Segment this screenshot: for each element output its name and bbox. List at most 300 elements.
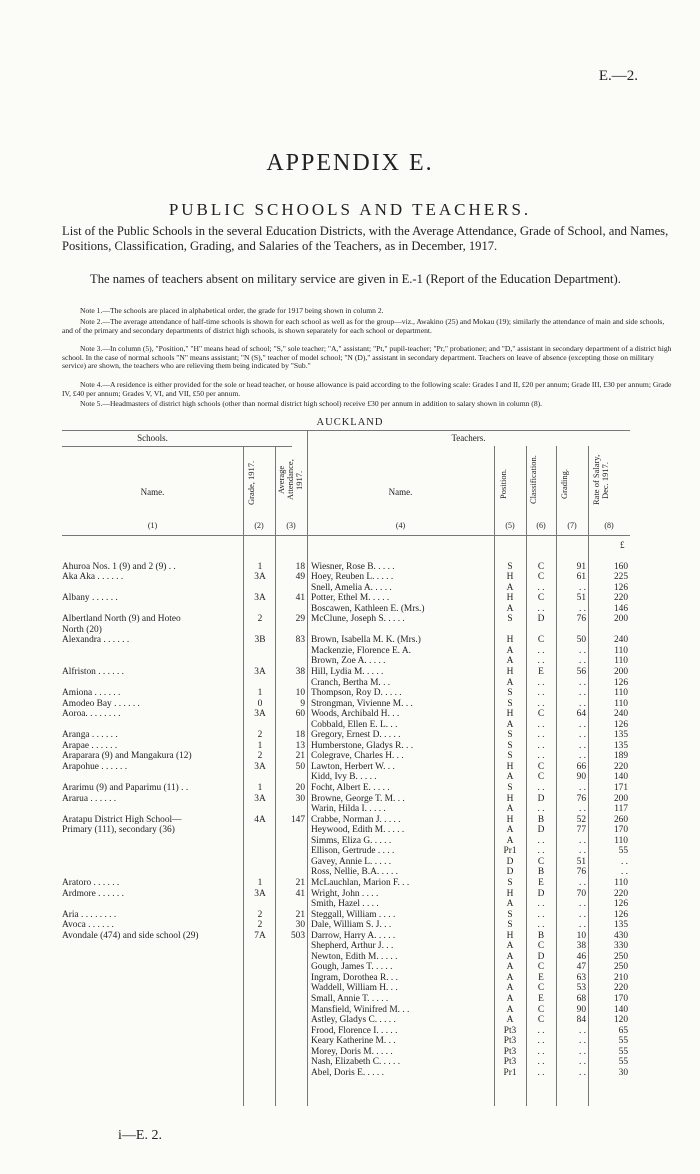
cell-teacher: Warin, Hilda I. . . . .	[311, 804, 386, 815]
cell-cls: . .	[537, 804, 545, 815]
cell-grd: 56	[576, 667, 586, 678]
cell-sal: 135	[613, 740, 628, 751]
cell-teacher: Heywood, Edith M. . . . .	[311, 825, 405, 836]
cell-cls: E	[538, 972, 544, 983]
cell-teacher: McClune, Joseph S. . . . .	[311, 614, 405, 625]
cell-att: 30	[295, 920, 305, 931]
cell-cls: . .	[537, 909, 545, 920]
cell-sal: 110	[614, 698, 628, 709]
cell-grd: . .	[578, 740, 586, 751]
cell-sal: 140	[613, 1004, 628, 1015]
table-row	[0, 741, 700, 752]
main-title: PUBLIC SCHOOLS AND TEACHERS.	[168, 200, 532, 219]
cell-cls: E	[538, 667, 544, 678]
position-header: Position.	[498, 469, 508, 499]
cell-school: Ahuroa Nos. 1 (9) and 2 (9) . .	[62, 561, 176, 572]
cell-pos: A	[506, 972, 514, 983]
cell-cls: B	[537, 814, 545, 825]
cell-att: 21	[295, 751, 305, 762]
table-row	[0, 635, 700, 646]
cell-grd: . .	[578, 603, 586, 614]
cell-sal: 110	[614, 877, 628, 888]
cell-pos: Pt3	[503, 1057, 517, 1068]
cell-pos: S	[507, 909, 513, 920]
cell-grade: 1	[257, 783, 263, 794]
table-row	[0, 1015, 700, 1026]
table-row	[0, 920, 700, 931]
cell-grd: 76	[576, 614, 586, 625]
table-row	[0, 846, 700, 857]
cell-pos: D	[506, 856, 514, 867]
cell-sal: 210	[613, 972, 628, 983]
table-row	[0, 836, 700, 847]
cell-pos: A	[506, 719, 514, 730]
cell-pos: H	[506, 814, 514, 825]
cell-att: 29	[295, 614, 305, 625]
cell-grade: 3A	[254, 709, 266, 720]
cell-grd: . .	[578, 656, 586, 667]
cell-cls: . .	[537, 846, 545, 857]
cell-pos: Pt3	[503, 1046, 517, 1057]
cell-sal: 110	[614, 645, 628, 656]
cell-sal: 55	[618, 1057, 628, 1068]
cell-att: 18	[295, 561, 305, 572]
cell-school: Aka Aka . . . . . .	[62, 572, 124, 583]
cell-att: 83	[295, 635, 305, 646]
table-row	[0, 562, 700, 573]
cell-pos: H	[506, 930, 514, 941]
cell-sal: 65	[618, 1025, 628, 1036]
cell-cls: . .	[537, 677, 545, 688]
table-row	[0, 952, 700, 963]
cell-sal: 200	[613, 667, 628, 678]
cell-sal: 140	[613, 772, 628, 783]
cell-grd: 63	[576, 972, 586, 983]
table-row	[0, 1005, 700, 1016]
cell-att: 18	[295, 730, 305, 741]
table-row	[0, 815, 700, 826]
cell-school: Avondale (474) and side school (29)	[62, 930, 199, 941]
cell-teacher: McLauchlan, Marion F. . .	[311, 877, 410, 888]
cell-teacher: Darrow, Harry A. . . . .	[311, 930, 396, 941]
col-number-4: (4)	[395, 521, 406, 530]
table-body	[0, 551, 700, 1078]
cell-teacher: Small, Annie T. . . . .	[311, 993, 389, 1004]
cell-grd: . .	[578, 688, 586, 699]
teachers-group-header: Teachers.	[451, 433, 486, 443]
cell-grade: 1	[257, 877, 263, 888]
col-number-1: (1)	[147, 521, 158, 530]
cell-sal: 240	[613, 635, 628, 646]
cell-att: 503	[290, 930, 305, 941]
cell-grd: 38	[576, 941, 586, 952]
cell-grd: . .	[578, 677, 586, 688]
cell-teacher: Ross, Nellie, B.A. . . . .	[311, 867, 398, 878]
cell-cls: . .	[537, 835, 545, 846]
table-row	[0, 762, 700, 773]
cell-pos: S	[507, 561, 513, 572]
cell-att: 21	[295, 909, 305, 920]
cell-sal: 220	[613, 593, 628, 604]
cell-sal: 240	[613, 709, 628, 720]
cell-cls: . .	[537, 719, 545, 730]
cell-cls: . .	[537, 603, 545, 614]
col-number-7: (7)	[567, 521, 577, 530]
cell-cls: . .	[537, 1046, 545, 1057]
cell-school: Ararua . . . . . .	[62, 793, 117, 804]
cell-grd: 52	[576, 814, 586, 825]
classification-header: Classification.	[528, 455, 538, 505]
cell-sal: 126	[613, 719, 628, 730]
cell-cls: . .	[537, 1067, 545, 1078]
cell-teacher: Ellison, Gertrude . . . .	[311, 846, 395, 857]
cell-teacher: Abel, Doris E. . . . .	[311, 1067, 384, 1078]
cell-cls: D	[537, 888, 545, 899]
cell-pos: A	[506, 1015, 514, 1026]
cell-grd: . .	[578, 835, 586, 846]
cell-pos: S	[507, 740, 513, 751]
cell-grd: . .	[578, 1036, 586, 1047]
table-row	[0, 720, 700, 731]
cell-cls: . .	[537, 1036, 545, 1047]
cell-cls: C	[537, 962, 545, 973]
cell-cls: D	[537, 793, 545, 804]
cell-teacher: Mackenzie, Florence E. A.	[311, 645, 411, 656]
cell-grd: . .	[578, 899, 586, 910]
cell-grd: . .	[578, 1046, 586, 1057]
cell-att: 38	[295, 667, 305, 678]
table-row	[0, 572, 700, 583]
cell-sal: 260	[613, 814, 628, 825]
cell-cls: E	[538, 993, 544, 1004]
cell-grade: 1	[257, 561, 263, 572]
cell-sal: 220	[613, 888, 628, 899]
cell-teacher: Simms, Eliza G. . . . .	[311, 835, 392, 846]
cell-pos: H	[506, 667, 514, 678]
cell-school: Avoca . . . . . .	[62, 920, 114, 931]
cell-school: Albany . . . . . .	[62, 593, 118, 604]
cell-cls: . .	[537, 783, 545, 794]
cell-grd: 77	[576, 825, 586, 836]
table-row	[0, 656, 700, 667]
cell-cls: . .	[537, 920, 545, 931]
table-row	[0, 962, 700, 973]
cell-sal: 135	[613, 920, 628, 931]
cell-pos: S	[507, 614, 513, 625]
cell-school: Primary (111), secondary (36)	[62, 825, 175, 836]
cell-teacher: Woods, Archibald H. . .	[311, 709, 400, 720]
region-heading: AUCKLAND	[316, 417, 384, 428]
cell-school: Araparara (9) and Mangakura (12)	[62, 751, 192, 762]
cell-sal: 430	[613, 930, 628, 941]
cell-sal: 250	[613, 951, 628, 962]
cell-grade: 2	[257, 909, 263, 920]
cell-school: Ararimu (9) and Paparimu (11) . .	[62, 783, 189, 794]
table-row	[0, 804, 700, 815]
note-1: Note 1.—The schools are placed in alphabetical order, the grade for 1917 being shown in column 2.	[80, 306, 384, 315]
cell-cls: E	[538, 877, 544, 888]
cell-grd: 76	[576, 867, 586, 878]
table-row	[0, 794, 700, 805]
cell-teacher: Boscawen, Kathleen E. (Mrs.)	[311, 603, 425, 614]
cell-teacher: Wright, John . . . .	[311, 888, 379, 899]
table-row	[0, 678, 700, 689]
cell-teacher: Potter, Ethel M. . . . .	[311, 593, 390, 604]
table-row	[0, 910, 700, 921]
cell-sal: 126	[613, 677, 628, 688]
table-row	[0, 751, 700, 762]
col-number-5: (5)	[505, 521, 515, 530]
cell-pos: A	[506, 899, 514, 910]
table-row	[0, 867, 700, 878]
cell-pos: H	[506, 709, 514, 720]
table-row	[0, 994, 700, 1005]
schools-group-header: Schools.	[137, 433, 168, 443]
cell-grade: 3A	[254, 572, 266, 583]
col-number-8: (8)	[604, 521, 614, 530]
cell-teacher: Brown, Isabella M. K. (Mrs.)	[311, 635, 421, 646]
table-row	[0, 889, 700, 900]
signature-mark: i—E. 2.	[118, 1128, 162, 1143]
cell-att: 49	[295, 572, 305, 583]
cell-grd: . .	[578, 582, 586, 593]
cell-grd: . .	[578, 1025, 586, 1036]
attendance-header: Average Attendance, 1917.	[276, 459, 304, 501]
cell-grd: . .	[578, 751, 586, 762]
cell-sal: . .	[620, 867, 628, 878]
cell-cls: B	[537, 867, 545, 878]
cell-pos: Pt3	[503, 1036, 517, 1047]
table-row	[0, 593, 700, 604]
cell-cls: C	[537, 1015, 545, 1026]
page-reference: E.—2.	[598, 68, 638, 84]
cell-teacher: Snell, Amelia A. . . . .	[311, 582, 392, 593]
cell-sal: 220	[613, 983, 628, 994]
cell-sal: 110	[614, 688, 628, 699]
cell-grd: . .	[578, 920, 586, 931]
table-row	[0, 1057, 700, 1068]
table-header-rule	[62, 535, 630, 536]
cell-sal: 135	[613, 730, 628, 741]
cell-grd: 51	[576, 856, 586, 867]
cell-pos: A	[506, 1004, 514, 1015]
cell-pos: A	[506, 951, 514, 962]
cell-school: Amiona . . . . . .	[62, 688, 121, 699]
cell-att: 21	[295, 877, 305, 888]
cell-att: 10	[295, 688, 305, 699]
cell-teacher: Wiesner, Rose B. . . . .	[311, 561, 395, 572]
col-number-6: (6)	[536, 521, 546, 530]
cell-cls: C	[537, 983, 545, 994]
cell-grd: 50	[576, 635, 586, 646]
cell-grade: 3B	[254, 635, 266, 646]
cell-grd: 64	[576, 709, 586, 720]
cell-pos: S	[507, 751, 513, 762]
cell-teacher: Colegrave, Charles H. . .	[311, 751, 404, 762]
cell-sal: 200	[613, 793, 628, 804]
cell-pos: A	[506, 582, 514, 593]
cell-grd: 91	[576, 561, 586, 572]
cell-teacher: Gregory, Ernest D. . . . .	[311, 730, 401, 741]
cell-pos: Pr1	[503, 1067, 517, 1078]
cell-grade: 2	[257, 614, 263, 625]
cell-att: 13	[295, 740, 305, 751]
cell-grade: 1	[257, 688, 263, 699]
cell-grd: . .	[578, 877, 586, 888]
cell-grd: 90	[576, 1004, 586, 1015]
cell-teacher: Newton, Edith M. . . . .	[311, 951, 398, 962]
military-paragraph: The names of teachers absent on military service are given in E.-1 (Report of the Education Department).	[90, 272, 621, 286]
cell-att: 30	[295, 793, 305, 804]
cell-sal: 200	[613, 614, 628, 625]
cell-grd: 84	[576, 1015, 586, 1026]
cell-pos: A	[506, 835, 514, 846]
cell-pos: A	[506, 677, 514, 688]
cell-cls: . .	[537, 656, 545, 667]
table-row	[0, 604, 700, 615]
cell-teacher: Dale, William S. J. . .	[311, 920, 392, 931]
table-top-rule	[62, 430, 630, 431]
cell-teacher: Waddell, William H. . .	[311, 983, 398, 994]
cell-school: North (20)	[62, 624, 102, 635]
cell-pos: H	[506, 593, 514, 604]
cell-teacher: Humberstone, Gladys R. . .	[311, 740, 414, 751]
cell-grd: 90	[576, 772, 586, 783]
cell-att: 9	[300, 698, 305, 709]
cell-cls: . .	[537, 899, 545, 910]
cell-grd: 47	[576, 962, 586, 973]
cell-sal: 171	[613, 783, 628, 794]
cell-teacher: Nash, Elizabeth C. . . . .	[311, 1057, 401, 1068]
cell-cls: . .	[537, 1057, 545, 1068]
cell-teacher: Astley, Gladys C. . . . .	[311, 1015, 396, 1026]
cell-grade: 3A	[254, 793, 266, 804]
cell-teacher: Thompson, Roy D. . . . .	[311, 688, 402, 699]
cell-cls: C	[537, 1004, 545, 1015]
cell-att: 50	[295, 761, 305, 772]
cell-teacher: Gough, James T. . . . .	[311, 962, 393, 973]
cell-teacher: Focht, Albert E. . . . .	[311, 783, 390, 794]
cell-sal: 170	[613, 993, 628, 1004]
currency-symbol: £	[620, 540, 625, 550]
table-row	[0, 878, 700, 889]
cell-cls: D	[537, 951, 545, 962]
cell-teacher: Hoey, Reuben L. . . . .	[311, 572, 394, 583]
cell-sal: 126	[613, 899, 628, 910]
cell-grade: 1	[257, 740, 263, 751]
table-row	[0, 614, 700, 625]
cell-att: 41	[295, 593, 305, 604]
cell-cls: C	[537, 572, 545, 583]
cell-pos: Pt3	[503, 1025, 517, 1036]
cell-pos: A	[506, 603, 514, 614]
cell-grade: 3A	[254, 667, 266, 678]
cell-grade: 2	[257, 751, 263, 762]
cell-pos: A	[506, 825, 514, 836]
cell-grd: 51	[576, 593, 586, 604]
cell-teacher: Morey, Doris M. . . . .	[311, 1046, 393, 1057]
table-row	[0, 931, 700, 942]
table-row	[0, 1047, 700, 1058]
table-row	[0, 973, 700, 984]
cell-sal: 110	[614, 835, 628, 846]
cell-sal: 250	[613, 962, 628, 973]
col-number-2: (2)	[254, 521, 264, 530]
cell-sal: 330	[613, 941, 628, 952]
cell-cls: . .	[537, 688, 545, 699]
cell-school: Albertland North (9) and Hoteo	[62, 614, 181, 625]
table-row	[0, 783, 700, 794]
cell-sal: 55	[618, 1036, 628, 1047]
cell-pos: A	[506, 983, 514, 994]
cell-pos: S	[507, 877, 513, 888]
cell-grd: . .	[578, 783, 586, 794]
table-row	[0, 941, 700, 952]
cell-sal: 220	[613, 761, 628, 772]
cell-pos: A	[506, 772, 514, 783]
cell-sal: 126	[613, 909, 628, 920]
table-row	[0, 983, 700, 994]
cell-pos: S	[507, 783, 513, 794]
note-4: Note 4.—A residence is either provided for the sole or head teacher, or house allowance is paid according to the following scale: Grades I and II, £20 per annum; Grade III, £30 per annum; Grade IV, £40 per annum; Grades V, VI, and VII, £50 per annum.	[62, 380, 672, 398]
cell-teacher: Steggall, William . . . .	[311, 909, 396, 920]
cell-grade: 3A	[254, 593, 266, 604]
cell-grd: 66	[576, 761, 586, 772]
cell-sal: 126	[613, 582, 628, 593]
cell-teacher: Smith, Hazel . . . .	[311, 899, 379, 910]
cell-school: Arapae . . . . . .	[62, 740, 118, 751]
intro-paragraph: List of the Public Schools in the several Education Districts, with the Average Attendance, Grade of School, and Names, Positions, Classification, Grading, and Salaries of the Teachers, as in December, 1917.	[62, 224, 669, 253]
cell-sal: 189	[613, 751, 628, 762]
cell-cls: . .	[537, 582, 545, 593]
cell-pos: A	[506, 645, 514, 656]
table-row	[0, 667, 700, 678]
col-number-3: (3)	[286, 521, 296, 530]
cell-sal: 117	[614, 804, 628, 815]
school-name-header: Name.	[140, 487, 165, 497]
cell-sal: 146	[613, 603, 628, 614]
cell-school: Ardmore . . . . . .	[62, 888, 124, 899]
cell-pos: Pr1	[503, 846, 517, 857]
cell-cls: C	[537, 772, 545, 783]
cell-grade: 4A	[254, 814, 266, 825]
table-row	[0, 1036, 700, 1047]
cell-att: 60	[295, 709, 305, 720]
cell-sal: 55	[618, 846, 628, 857]
cell-cls: C	[537, 856, 545, 867]
teacher-name-header: Name.	[388, 487, 413, 497]
cell-grd: . .	[578, 730, 586, 741]
cell-sal: 110	[614, 656, 628, 667]
cell-pos: H	[506, 635, 514, 646]
cell-pos: S	[507, 698, 513, 709]
cell-teacher: Brown, Zoe A. . . . .	[311, 656, 386, 667]
cell-school: Arapohue . . . . . .	[62, 761, 128, 772]
table-row	[0, 772, 700, 783]
cell-school: Amodeo Bay . . . . . .	[62, 698, 140, 709]
grading-header: Grading.	[559, 469, 569, 499]
cell-att: 147	[290, 814, 305, 825]
cell-cls: C	[537, 561, 545, 572]
cell-pos: S	[507, 688, 513, 699]
cell-school: Aranga . . . . . .	[62, 730, 118, 741]
cell-cls: . .	[537, 751, 545, 762]
cell-grd: . .	[578, 719, 586, 730]
cell-teacher: Shepherd, Arthur J. . .	[311, 941, 394, 952]
cell-school: Alfriston . . . . . .	[62, 667, 124, 678]
cell-pos: A	[506, 656, 514, 667]
cell-grd: 46	[576, 951, 586, 962]
